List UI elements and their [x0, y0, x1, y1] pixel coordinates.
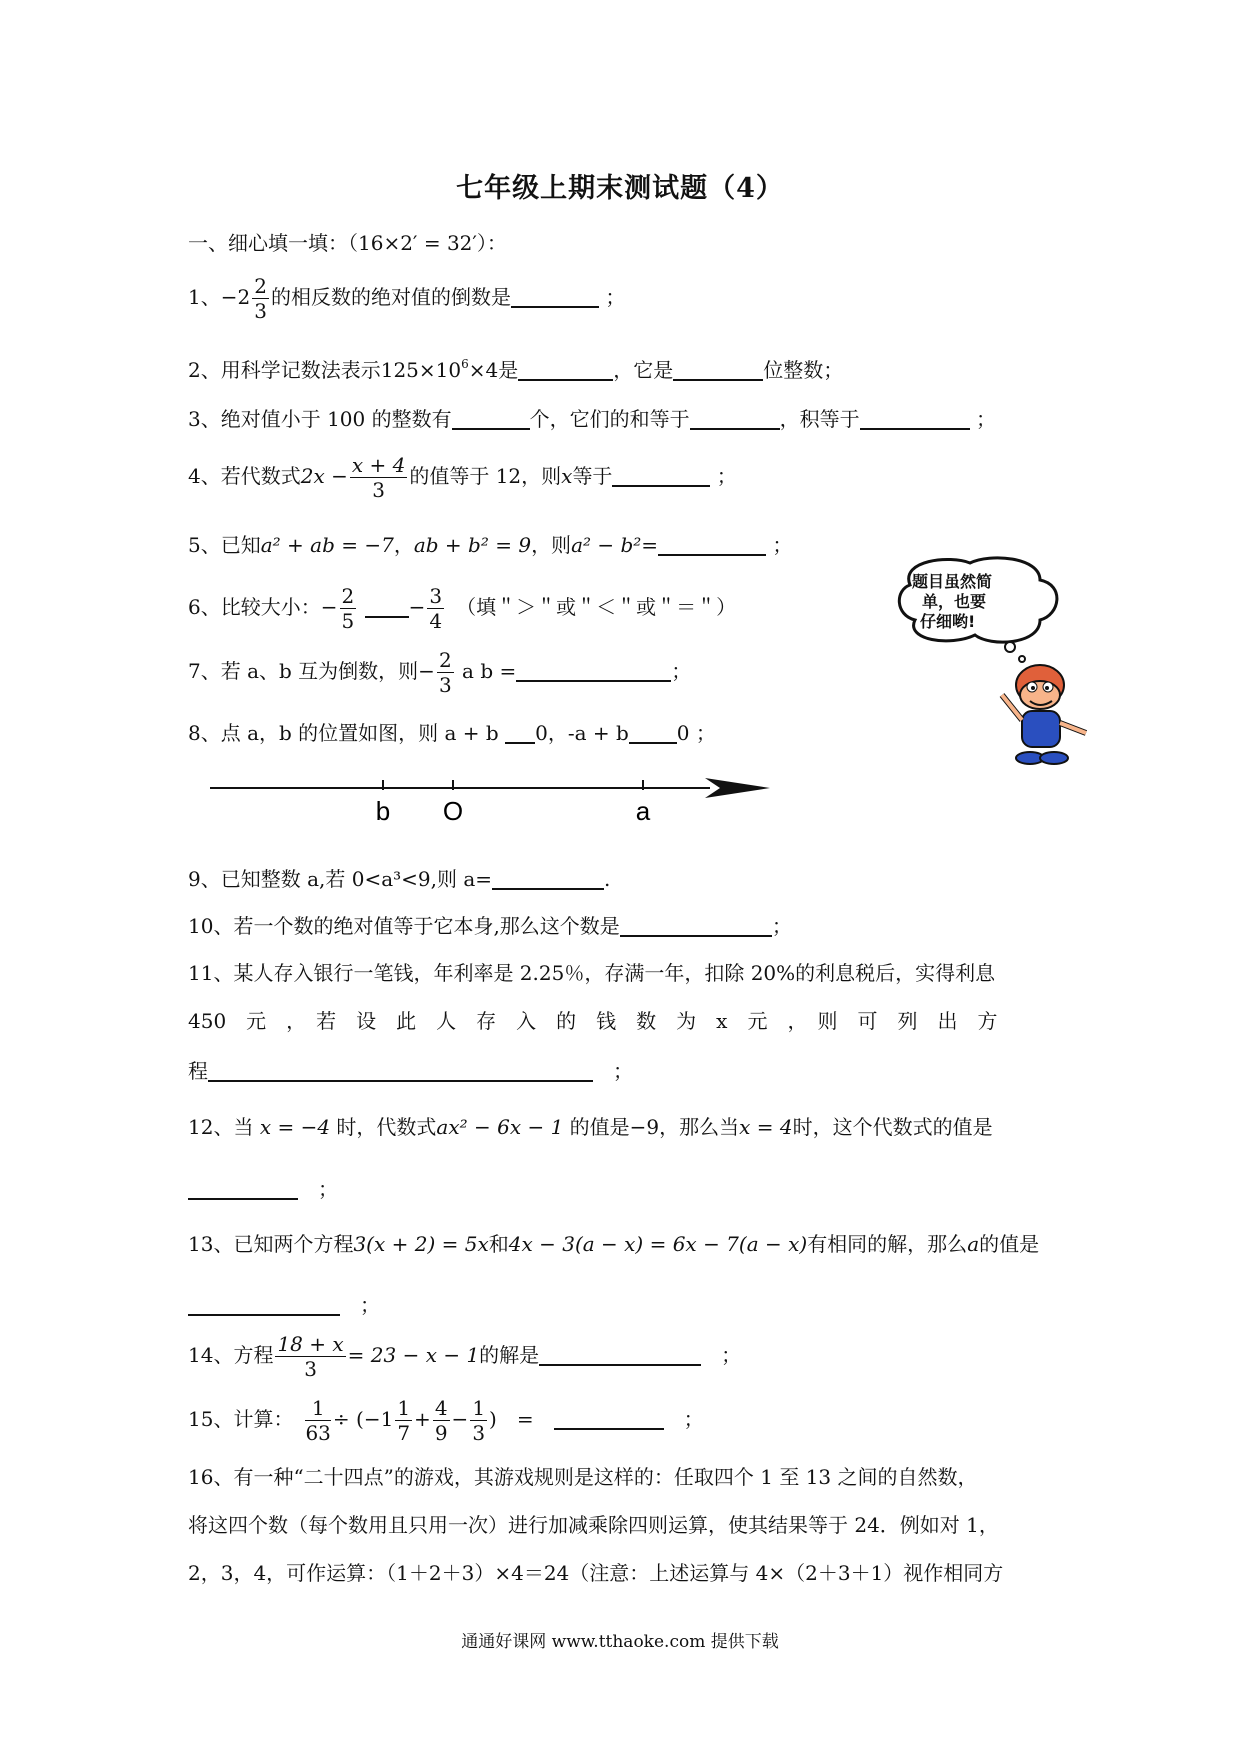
q1-fraction: $\frac{2}{3}$	[254, 274, 267, 323]
q5-text-d: ；	[772, 533, 793, 557]
q4-fraction: $\frac{x + 4}{3}$	[351, 453, 406, 502]
question-8	[188, 718, 716, 748]
speech-line-1: 题目虽然简	[912, 572, 993, 591]
q15-op-div: ÷ (−1	[332, 1407, 394, 1431]
q12-eq1: x = −4	[259, 1115, 331, 1139]
q12-eq2: ax² − 6x − 1	[436, 1115, 564, 1139]
question-10	[188, 911, 792, 941]
q6-neg2: −	[408, 595, 426, 619]
q14-text-b: 的解是	[479, 1343, 540, 1367]
question-14	[188, 1334, 741, 1379]
q12-text-c: 的值是	[569, 1115, 630, 1139]
q13-eq1: 3(x + 2) = 5x	[353, 1232, 489, 1256]
q8-blank-1[interactable]	[505, 720, 535, 744]
q10-text-b: ；	[771, 914, 792, 938]
q5-eq2: ab + b² = 9	[413, 533, 532, 557]
question-11-line-1: 11、某人存入银行一笔钱，年利率是 2.25％，存满一年，扣除 20%的利息税后，实得利息	[188, 961, 996, 985]
label-origin: O	[442, 796, 464, 826]
question-11-line-2: 450 元 ， 若 设 此 人 存 入 的 钱 数 为 x 元 ， 则 可 列 出 方	[188, 1009, 998, 1033]
q4-text-b: 的值等于 12，则	[409, 464, 562, 488]
q7-fraction: $\frac{2}{3}$	[438, 648, 452, 697]
q5-eq3: a² − b²	[571, 533, 642, 557]
page-title: 七年级上期末测试题（4）	[456, 173, 784, 204]
q13-tail: ；	[360, 1293, 380, 1317]
q14-eq: = 23 − x − 1	[347, 1343, 480, 1367]
monkey-character	[1002, 665, 1086, 764]
q4-expr: 2x −	[300, 464, 348, 488]
q14-text: 14、方程	[188, 1343, 274, 1367]
q7-text-c: ；	[671, 659, 692, 683]
q14-fraction: $\frac{18 + x}{3}$	[277, 1332, 344, 1381]
q15-eq: ) =	[489, 1407, 534, 1431]
q4-blank[interactable]	[612, 463, 710, 487]
q13-eq2: 4x − 3(a − x) = 6x − 7(a − x)	[508, 1232, 808, 1256]
q3-text: 3、绝对值小于 100 的整数有	[188, 407, 452, 431]
q15-tail: ；	[683, 1407, 704, 1431]
q7-neg: −	[418, 659, 435, 683]
q5-text-b: ，则	[531, 533, 572, 557]
q15-text: 15、计算：	[188, 1407, 284, 1431]
q3-blank-1[interactable]	[452, 406, 530, 430]
q11-text: 程	[188, 1059, 208, 1083]
q4-text-c: 等于	[572, 464, 613, 488]
cartoon-illustration	[890, 555, 1120, 770]
speech-line-3: 仔细哟!	[920, 612, 976, 631]
question-3	[188, 404, 996, 434]
q1-text: 的相反数的绝对值的倒数是	[270, 285, 511, 309]
q3-text-b: 个，它们的和等于	[529, 407, 690, 431]
question-9	[188, 864, 610, 894]
q4-var: x	[561, 464, 573, 488]
q2-expr: 125×10	[380, 358, 462, 382]
q2-blank-1[interactable]	[518, 357, 613, 381]
q10-text: 10、若一个数的绝对值等于它本身,那么这个数是	[188, 914, 620, 938]
q11-blank[interactable]	[208, 1058, 593, 1082]
q6-fraction-1: $\frac{2}{5}$	[341, 584, 355, 633]
q6-blank[interactable]	[365, 594, 409, 618]
question-4	[188, 455, 737, 500]
question-16-line-1: 16、有一种“二十四点”的游戏，其游戏规则是这样的：任取四个 1 至 13 之间的自然数，	[188, 1465, 978, 1489]
q7-text: 7、若 a、b 互为倒数，则	[188, 659, 419, 683]
q9-text: 9、已知整数 a,若 0<a³<9,则 a=	[188, 867, 493, 891]
q15-fraction-4: $\frac{1}{3}$	[472, 1396, 486, 1445]
number-line-arrow	[705, 778, 770, 798]
q4-text-d: ；	[716, 464, 737, 488]
q6-fraction-2: $\frac{3}{4}$	[429, 584, 443, 633]
q13-text-d: 的值是	[979, 1232, 1040, 1256]
q9-text-b: .	[604, 867, 611, 891]
q15-op-plus: +	[414, 1407, 431, 1431]
q12-text-b: 时，代数式	[336, 1115, 437, 1139]
q13-blank[interactable]	[188, 1292, 340, 1316]
q7-blank[interactable]	[516, 658, 671, 682]
q13-text-a: 13、已知两个方程	[188, 1232, 354, 1256]
q12-tail: ；	[318, 1177, 338, 1201]
q6-text: 6、比较大小：	[188, 595, 321, 619]
question-7	[188, 650, 691, 695]
q12-eq3: −9	[629, 1115, 660, 1139]
q5-blank[interactable]	[658, 532, 766, 556]
q3-text-c: ，积等于	[779, 407, 860, 431]
q12-eq4: x = 4	[739, 1115, 793, 1139]
q2-text-d: 位整数；	[763, 358, 844, 382]
page-footer: 通通好课网 www.tthaoke.com 提供下载	[461, 1632, 779, 1652]
question-13	[188, 1229, 1039, 1259]
q8-text-c: 0 ；	[676, 721, 716, 745]
q8-text: 8、点 a，b 的位置如图，则 a + b	[188, 721, 499, 745]
q2-text-c: ，它是	[613, 358, 674, 382]
question-5	[188, 530, 792, 560]
q14-tail: ；	[721, 1343, 742, 1367]
q1-number: 1、	[188, 285, 221, 309]
q12-text-e: 时，这个代数式的值是	[792, 1115, 993, 1139]
question-13-answer	[188, 1290, 380, 1320]
q1-tail: ；	[605, 285, 626, 309]
speech-line-2: 单，也要	[922, 592, 987, 611]
question-2	[188, 349, 843, 385]
q15-op-minus: −	[451, 1407, 469, 1431]
question-15	[188, 1398, 704, 1443]
q13-text-b: 和	[488, 1232, 509, 1256]
q10-blank[interactable]	[620, 913, 772, 937]
q12-text-d: ，那么当	[659, 1115, 740, 1139]
q5-text: 5、已知	[188, 533, 261, 557]
q5-sep: ，	[393, 533, 414, 557]
q15-fraction-2: $\frac{1}{7}$	[397, 1396, 411, 1445]
q13-var: a	[967, 1232, 980, 1256]
label-b: b	[375, 796, 391, 826]
q8-text-b: 0，-a + b	[535, 721, 629, 745]
q5-eq1: a² + ab = −7	[260, 533, 394, 557]
q11-tail: ；	[613, 1059, 633, 1083]
q14-blank[interactable]	[539, 1342, 701, 1366]
q8-blank-2[interactable]	[629, 720, 677, 744]
q12-blank[interactable]	[188, 1176, 298, 1200]
q2-expr2: ×4	[468, 358, 499, 382]
q12-text-a: 12、当	[188, 1115, 254, 1139]
question-16-line-2: 将这四个数（每个数用且只用一次）进行加减乘除四则运算，使其结果等于 24．例如对 1，	[188, 1513, 999, 1537]
q15-fraction-3: $\frac{4}{9}$	[434, 1396, 448, 1445]
q6-neg1: −	[320, 595, 338, 619]
q1-whole: −2	[220, 285, 251, 309]
q1-blank[interactable]	[511, 284, 599, 308]
question-11-line-3	[188, 1056, 633, 1086]
q3-blank-3[interactable]	[860, 406, 970, 430]
q5-eq-sign: =	[641, 533, 659, 557]
label-a: a	[635, 796, 651, 826]
section-heading: 一、细心填一填：（16×2′ = 32′）：	[188, 231, 507, 255]
q15-fraction-1: $\frac{1}{63}$	[305, 1396, 331, 1445]
question-16-line-3: 2，3，4，可作运算：（1＋2＋3）×4＝24（注意：上述运算与 4×（2＋3＋1）视作相同方	[188, 1561, 1004, 1585]
question-1	[188, 276, 625, 321]
q7-text-b: a b =	[462, 659, 517, 683]
q4-text: 4、若代数式	[188, 464, 301, 488]
q2-blank-2[interactable]	[673, 357, 763, 381]
q2-text: 2、用科学记数法表示	[188, 358, 381, 382]
q2-text-b: 是	[498, 358, 519, 382]
q6-hint: （填＂＞＂或＂＜＂或＂＝＂）	[466, 595, 737, 619]
q3-blank-2[interactable]	[690, 406, 780, 430]
q15-blank[interactable]	[554, 1406, 664, 1430]
q9-blank[interactable]	[492, 866, 604, 890]
question-12	[188, 1112, 993, 1142]
q13-text-c: 有相同的解，那么	[807, 1232, 968, 1256]
number-line	[210, 770, 780, 830]
q2-exponent: 6	[461, 357, 469, 371]
q3-text-d: ；	[975, 407, 996, 431]
question-12-answer	[188, 1174, 338, 1204]
question-6	[188, 586, 736, 631]
